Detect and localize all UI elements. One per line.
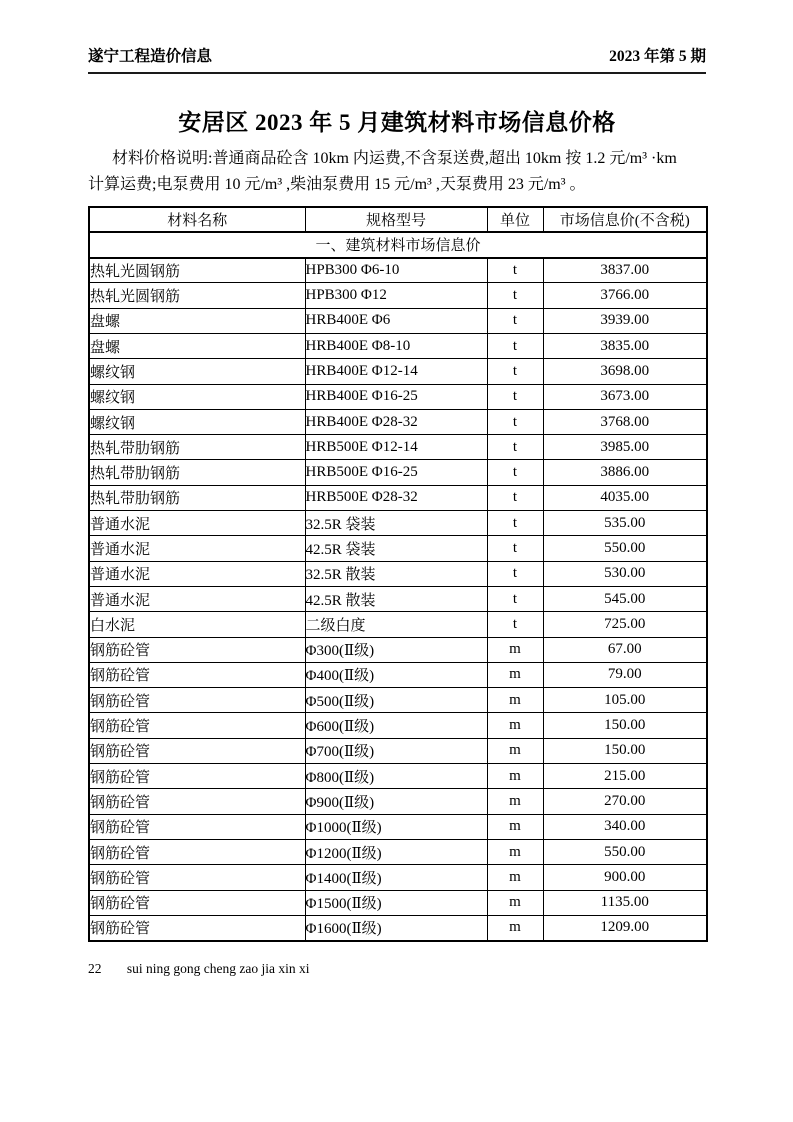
spec-model-cell: 32.5R 袋装 <box>305 511 487 536</box>
unit-cell: m <box>487 789 543 814</box>
table-row <box>89 460 707 485</box>
spec-model-cell: HRB500E Φ28-32 <box>305 485 487 510</box>
spec-model-cell: Φ500(Ⅱ级) <box>305 688 487 713</box>
spec-model-cell: Φ600(Ⅱ级) <box>305 713 487 738</box>
material-name-cell: 钢筋砼管 <box>89 637 305 662</box>
col-header-unit: 单位 <box>487 207 543 232</box>
table-row <box>89 637 707 662</box>
price-cell: 3768.00 <box>543 409 707 434</box>
price-cell: 545.00 <box>543 586 707 611</box>
price-cell: 340.00 <box>543 814 707 839</box>
section-header-row <box>89 232 707 257</box>
col-header-spec-model: 规格型号 <box>305 207 487 232</box>
material-name-cell: 普通水泥 <box>89 561 305 586</box>
spec-model-cell: Φ800(Ⅱ级) <box>305 764 487 789</box>
footer-pinyin-text: sui ning gong cheng zao jia xin xi <box>126 960 310 976</box>
spec-model-cell: HRB500E Φ16-25 <box>305 460 487 485</box>
table-row <box>89 586 707 611</box>
price-cell: 270.00 <box>543 789 707 814</box>
table-row <box>89 839 707 864</box>
table-row <box>89 333 707 358</box>
price-cell: 3698.00 <box>543 359 707 384</box>
table-row <box>89 890 707 915</box>
unit-cell: t <box>487 258 543 283</box>
spec-model-cell: HRB400E Φ6 <box>305 308 487 333</box>
price-cell: 3837.00 <box>543 258 707 283</box>
table-row <box>89 789 707 814</box>
spec-model-cell: Φ1200(Ⅱ级) <box>305 839 487 864</box>
material-name-cell: 钢筋砼管 <box>89 688 305 713</box>
unit-cell: t <box>487 359 543 384</box>
table-row <box>89 561 707 586</box>
spec-model-cell: HRB400E Φ8-10 <box>305 333 487 358</box>
unit-cell: t <box>487 561 543 586</box>
unit-cell: t <box>487 409 543 434</box>
material-name-cell: 普通水泥 <box>89 586 305 611</box>
section-title: 一、建筑材料市场信息价 <box>89 232 707 257</box>
table-row <box>89 662 707 687</box>
spec-model-cell: Φ900(Ⅱ级) <box>305 789 487 814</box>
price-cell: 3835.00 <box>543 333 707 358</box>
table-row <box>89 308 707 333</box>
material-name-cell: 螺纹钢 <box>89 384 305 409</box>
issue-label: 2023 年第 5 期 <box>609 48 706 65</box>
price-cell: 3985.00 <box>543 435 707 460</box>
spec-model-cell: Φ1600(Ⅱ级) <box>305 915 487 940</box>
price-cell: 215.00 <box>543 764 707 789</box>
page-footer <box>88 961 706 977</box>
spec-model-cell: 42.5R 散装 <box>305 586 487 611</box>
price-cell: 1135.00 <box>543 890 707 915</box>
table-row <box>89 738 707 763</box>
material-name-cell: 热轧光圆钢筋 <box>89 283 305 308</box>
spec-model-cell: Φ1000(Ⅱ级) <box>305 814 487 839</box>
material-name-cell: 热轧光圆钢筋 <box>89 258 305 283</box>
material-name-cell: 钢筋砼管 <box>89 814 305 839</box>
table-row <box>89 713 707 738</box>
unit-cell: t <box>487 511 543 536</box>
table-header-row <box>89 207 707 232</box>
price-cell: 1209.00 <box>543 915 707 940</box>
unit-cell: m <box>487 915 543 940</box>
col-header-market-price: 市场信息价(不含税) <box>543 207 707 232</box>
price-cell: 150.00 <box>543 738 707 763</box>
material-name-cell: 白水泥 <box>89 612 305 637</box>
description-line-1: 材料价格说明:普通商品砼含 10km 内运费,不含泵送费,超出 10km 按 1.2 元/m³ ·km <box>112 150 677 167</box>
spec-model-cell: 二级白度 <box>305 612 487 637</box>
table-row <box>89 283 707 308</box>
table-row <box>89 536 707 561</box>
unit-cell: m <box>487 890 543 915</box>
spec-model-cell: HRB500E Φ12-14 <box>305 435 487 460</box>
unit-cell: t <box>487 460 543 485</box>
price-cell: 3766.00 <box>543 283 707 308</box>
price-cell: 535.00 <box>543 511 707 536</box>
footer-page-number: 22 <box>88 960 102 976</box>
spec-model-cell: 42.5R 袋装 <box>305 536 487 561</box>
unit-cell: t <box>487 586 543 611</box>
price-cell: 3886.00 <box>543 460 707 485</box>
unit-cell: m <box>487 764 543 789</box>
material-name-cell: 钢筋砼管 <box>89 865 305 890</box>
material-name-cell: 盘螺 <box>89 308 305 333</box>
spec-model-cell: Φ1400(Ⅱ级) <box>305 865 487 890</box>
material-name-cell: 热轧带肋钢筋 <box>89 485 305 510</box>
table-row <box>89 915 707 940</box>
page-title: 安居区 2023 年 5 月建筑材料市场信息价格 <box>178 110 616 135</box>
material-name-cell: 螺纹钢 <box>89 359 305 384</box>
unit-cell: m <box>487 713 543 738</box>
unit-cell: t <box>487 612 543 637</box>
material-name-cell: 钢筋砼管 <box>89 738 305 763</box>
table-row <box>89 612 707 637</box>
page-header <box>88 44 706 74</box>
table-row <box>89 865 707 890</box>
spec-model-cell: HRB400E Φ28-32 <box>305 409 487 434</box>
table-row <box>89 435 707 460</box>
table-row <box>89 485 707 510</box>
price-cell: 67.00 <box>543 637 707 662</box>
table-row <box>89 258 707 283</box>
material-price-table <box>88 206 708 942</box>
price-cell: 725.00 <box>543 612 707 637</box>
material-name-cell: 钢筋砼管 <box>89 915 305 940</box>
price-cell: 105.00 <box>543 688 707 713</box>
price-cell: 900.00 <box>543 865 707 890</box>
table-row <box>89 359 707 384</box>
price-cell: 3673.00 <box>543 384 707 409</box>
material-name-cell: 普通水泥 <box>89 536 305 561</box>
price-cell: 150.00 <box>543 713 707 738</box>
price-cell: 4035.00 <box>543 485 707 510</box>
price-cell: 530.00 <box>543 561 707 586</box>
spec-model-cell: Φ700(Ⅱ级) <box>305 738 487 763</box>
spec-model-cell: Φ1500(Ⅱ级) <box>305 890 487 915</box>
journal-title: 遂宁工程造价信息 <box>88 48 213 65</box>
material-name-cell: 钢筋砼管 <box>89 662 305 687</box>
spec-model-cell: 32.5R 散装 <box>305 561 487 586</box>
unit-cell: t <box>487 536 543 561</box>
unit-cell: t <box>487 384 543 409</box>
unit-cell: m <box>487 688 543 713</box>
table-body <box>89 232 707 940</box>
table-row <box>89 764 707 789</box>
material-name-cell: 盘螺 <box>89 333 305 358</box>
material-name-cell: 钢筋砼管 <box>89 789 305 814</box>
unit-cell: t <box>487 485 543 510</box>
unit-cell: m <box>487 738 543 763</box>
material-name-cell: 螺纹钢 <box>89 409 305 434</box>
unit-cell: m <box>487 839 543 864</box>
unit-cell: m <box>487 637 543 662</box>
price-cell: 79.00 <box>543 662 707 687</box>
unit-cell: t <box>487 308 543 333</box>
spec-model-cell: HRB400E Φ16-25 <box>305 384 487 409</box>
table-row <box>89 688 707 713</box>
material-name-cell: 钢筋砼管 <box>89 890 305 915</box>
material-name-cell: 普通水泥 <box>89 511 305 536</box>
unit-cell: t <box>487 333 543 358</box>
material-name-cell: 热轧带肋钢筋 <box>89 460 305 485</box>
material-name-cell: 热轧带肋钢筋 <box>89 435 305 460</box>
spec-model-cell: HPB300 Φ12 <box>305 283 487 308</box>
spec-model-cell: HPB300 Φ6-10 <box>305 258 487 283</box>
price-cell: 3939.00 <box>543 308 707 333</box>
material-name-cell: 钢筋砼管 <box>89 713 305 738</box>
table-row <box>89 409 707 434</box>
description-line-2: 计算运费;电泵费用 10 元/m³ ,柴油泵费用 15 元/m³ ,天泵费用 23 元/m³ 。 <box>88 176 586 193</box>
spec-model-cell: Φ300(Ⅱ级) <box>305 637 487 662</box>
table-row <box>89 511 707 536</box>
material-name-cell: 钢筋砼管 <box>89 839 305 864</box>
col-header-material-name: 材料名称 <box>89 207 305 232</box>
table-row <box>89 814 707 839</box>
price-cell: 550.00 <box>543 839 707 864</box>
unit-cell: m <box>487 814 543 839</box>
price-cell: 550.00 <box>543 536 707 561</box>
unit-cell: m <box>487 865 543 890</box>
table-row <box>89 384 707 409</box>
spec-model-cell: HRB400E Φ12-14 <box>305 359 487 384</box>
spec-model-cell: Φ400(Ⅱ级) <box>305 662 487 687</box>
price-description <box>88 146 706 198</box>
unit-cell: m <box>487 662 543 687</box>
unit-cell: t <box>487 435 543 460</box>
unit-cell: t <box>487 283 543 308</box>
material-name-cell: 钢筋砼管 <box>89 764 305 789</box>
